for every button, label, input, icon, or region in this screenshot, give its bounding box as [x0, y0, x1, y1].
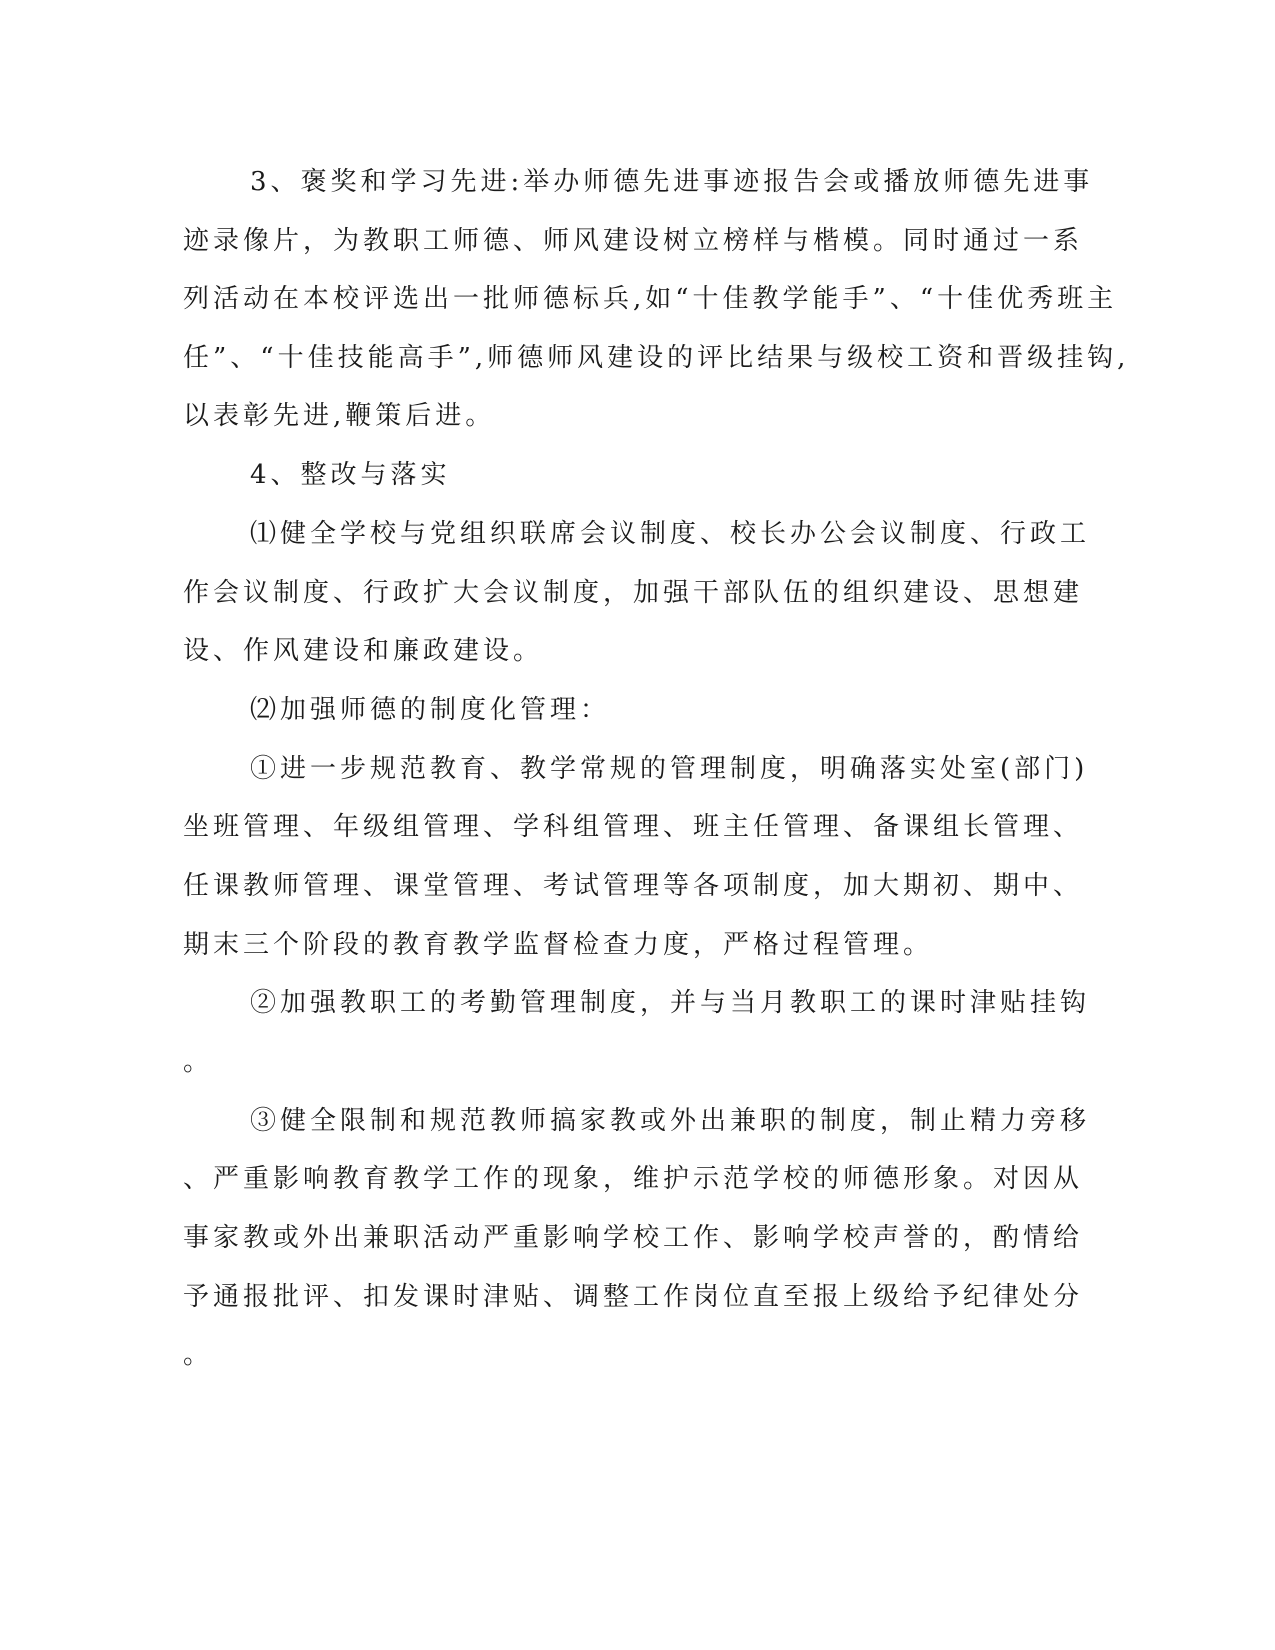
paragraph-line: ③健全限制和规范教师搞家教或外出兼职的制度，制止精力旁移 — [250, 1106, 1091, 1136]
paragraph-line: 予通报批评、扣发课时津贴、调整工作岗位直至报上级给予纪律处分 — [183, 1282, 1084, 1312]
paragraph-line: 期末三个阶段的教育教学监督检查力度，严格过程管理。 — [183, 930, 934, 960]
paragraph-line: ⑴健全学校与党组织联席会议制度、校长办公会议制度、行政工 — [250, 519, 1091, 549]
paragraph-line: 3、褒奖和学习先进:举办师德先进事迹报告会或播放师德先进事 — [250, 167, 1094, 197]
section-heading: 4、整改与落实 — [250, 460, 451, 490]
paragraph-line: 坐班管理、年级组管理、学科组管理、班主任管理、备课组长管理、 — [183, 812, 1084, 842]
paragraph-line: 事家教或外出兼职活动严重影响学校工作、影响学校声誉的，酌情给 — [183, 1223, 1084, 1253]
paragraph-line: 。 — [183, 1340, 214, 1370]
paragraph-line: 作会议制度、行政扩大会议制度，加强干部队伍的组织建设、思想建 — [183, 578, 1084, 608]
paragraph-line: 、严重影响教育教学工作的现象，维护示范学校的师德形象。对因从 — [183, 1164, 1084, 1194]
paragraph-line: 任”、“十佳技能高手”,师德师风建设的评比结果与级校工资和晋级挂钩, — [183, 343, 1130, 373]
paragraph-line: ①进一步规范教育、教学常规的管理制度，明确落实处室(部门) — [250, 754, 1089, 784]
paragraph-line: ⑵加强师德的制度化管理： — [250, 695, 611, 725]
paragraph-line: 设、作风建设和廉政建设。 — [183, 636, 544, 666]
paragraph-line: 迹录像片，为教职工师德、师风建设树立榜样与楷模。同时通过一系 — [183, 226, 1084, 256]
paragraph-line: 以表彰先进,鞭策后进。 — [183, 401, 496, 431]
paragraph-line: 。 — [183, 1047, 214, 1077]
paragraph-line: ②加强教职工的考勤管理制度，并与当月教职工的课时津贴挂钩 — [250, 988, 1091, 1018]
paragraph-line: 列活动在本校评选出一批师德标兵,如“十佳教学能手”、“十佳优秀班主 — [183, 284, 1118, 314]
paragraph-line: 任课教师管理、课堂管理、考试管理等各项制度，加大期初、期中、 — [183, 871, 1084, 901]
